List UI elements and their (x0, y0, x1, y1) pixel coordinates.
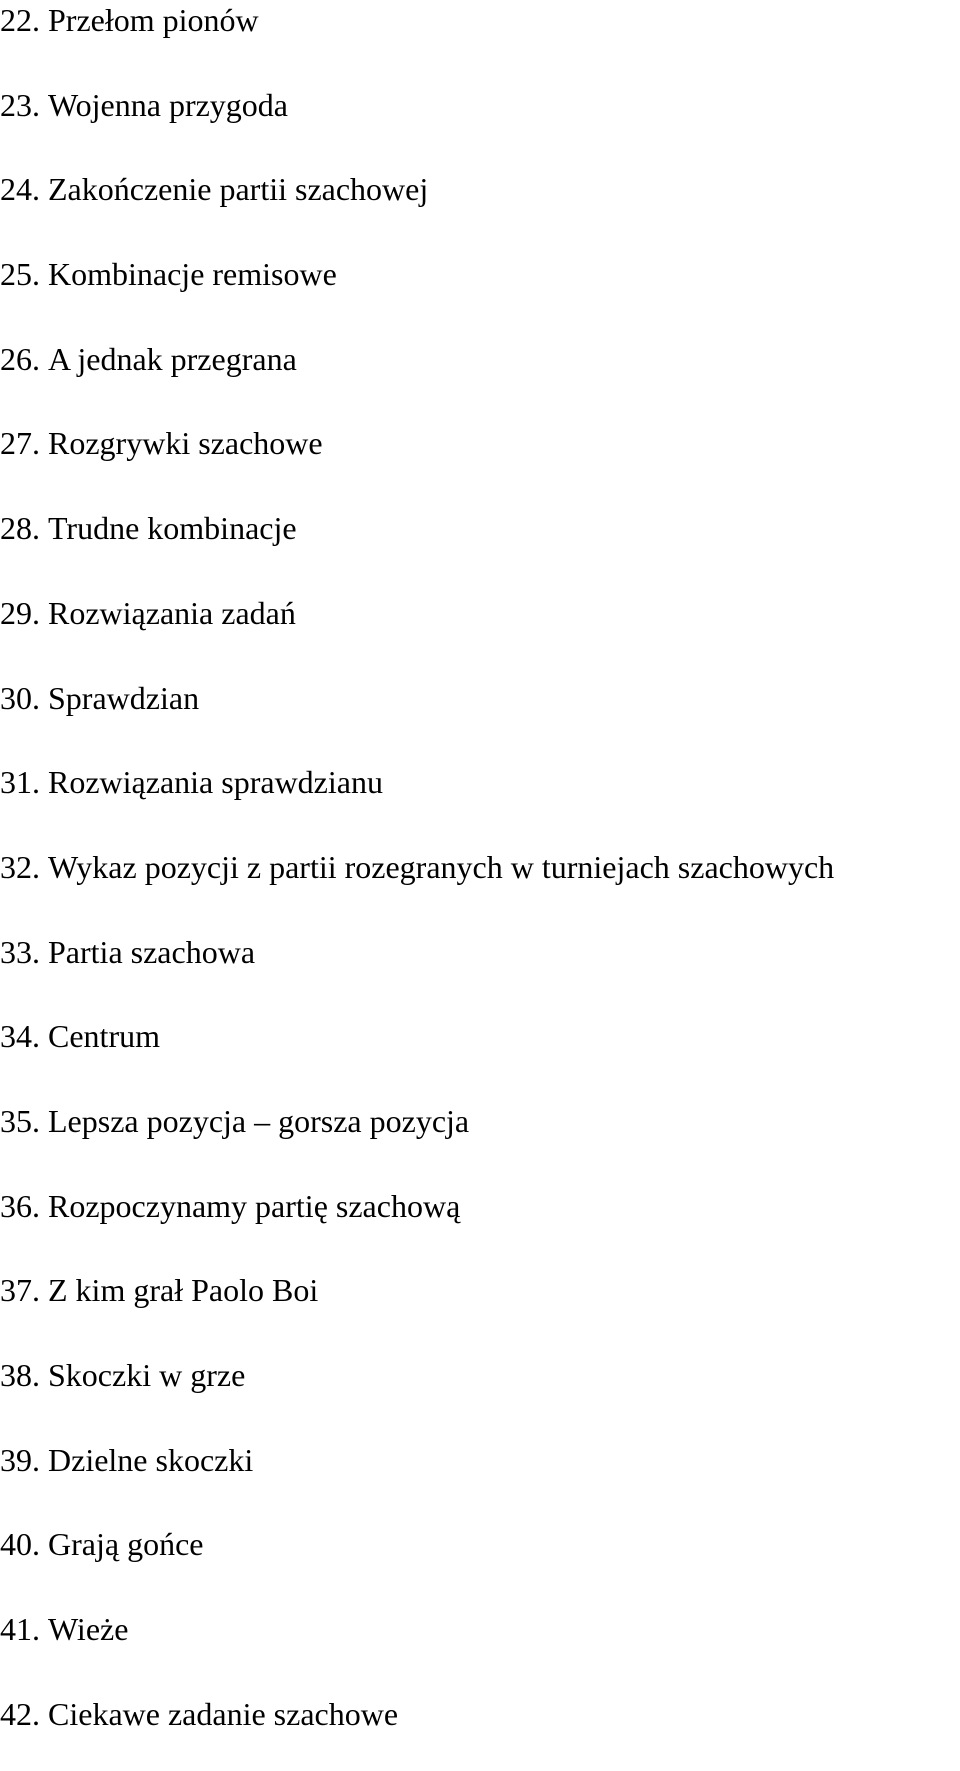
toc-item-number: 28. (0, 510, 40, 547)
toc-item-27 (0, 416, 960, 501)
toc-item-26 (0, 332, 960, 417)
toc-item-number: 33. (0, 933, 40, 970)
toc-item-number: 39. (0, 1441, 40, 1478)
toc-item-number: 40. (0, 1526, 40, 1563)
toc-item-number: 38. (0, 1357, 40, 1393)
toc-item-31 (0, 755, 960, 840)
toc-item-title: Rozwiązania zadań (48, 594, 296, 631)
toc-item-number: 23. (0, 86, 40, 123)
toc-item-number: 27. (0, 425, 40, 462)
toc-item-33 (0, 925, 960, 1010)
toc-item-number: 36. (0, 1187, 40, 1224)
toc-item-title: Wieże (48, 1611, 129, 1648)
toc-item-title: Rozwiązania sprawdzianu (48, 764, 383, 801)
toc-item-title: Ciekawe zadanie szachowe (48, 1695, 399, 1732)
toc-item-number: 29. (0, 594, 40, 631)
toc-item-title: Skoczki w grze (48, 1357, 246, 1393)
toc-item-23 (0, 78, 960, 163)
toc-item-title: Wojenna przygoda (48, 86, 288, 123)
toc-item-number: 41. (0, 1611, 40, 1648)
toc-item-30 (0, 671, 960, 756)
toc-item-number: 25. (0, 256, 40, 293)
toc-item-number: 34. (0, 1018, 40, 1055)
toc-item-title: Lepsza pozycja – gorsza pozycja (48, 1102, 470, 1139)
toc-item-24 (0, 162, 960, 247)
toc-item-title: Z kim grał Paolo Boi (48, 1272, 319, 1309)
toc-item-title: Dzielne skoczki (48, 1441, 254, 1478)
toc-item-39 (0, 1433, 960, 1518)
toc-item-32 (0, 840, 960, 925)
toc-item-number: 32. (0, 848, 40, 885)
toc-item-37 (0, 1263, 960, 1348)
toc-item-number: 30. (0, 679, 40, 716)
toc-item-40 (0, 1517, 960, 1602)
toc-item-number: 35. (0, 1102, 40, 1139)
toc-item-25 (0, 247, 960, 332)
toc-item-title: Zakończenie partii szachowej (48, 171, 429, 208)
toc-item-title: Kombinacje remisowe (48, 256, 337, 293)
toc-item-title: Przełom pionów (48, 2, 259, 38)
toc-item-34 (0, 1009, 960, 1094)
toc-item-number: 26. (0, 340, 40, 377)
toc-item-number: 37. (0, 1272, 40, 1309)
toc-item-number: 24. (0, 171, 40, 208)
toc-item-29 (0, 586, 960, 671)
toc-item-title: A jednak przegrana (48, 340, 297, 377)
toc-item-42 (0, 1687, 960, 1771)
toc-item-number: 22. (0, 2, 40, 38)
toc-item-title: Rozpoczynamy partię szachową (48, 1187, 461, 1224)
toc-item-38 (0, 1348, 960, 1433)
toc-item-title: Sprawdzian (48, 679, 200, 716)
toc-item-number: 42. (0, 1695, 40, 1732)
toc-item-41 (0, 1602, 960, 1687)
toc-item-22 (0, 0, 960, 78)
toc-item-title: Centrum (48, 1018, 160, 1055)
toc-item-36 (0, 1179, 960, 1264)
toc-item-number: 31. (0, 764, 40, 801)
toc-item-title: Trudne kombinacje (48, 510, 297, 547)
toc-item-title: Grają gońce (48, 1526, 204, 1563)
toc-item-35 (0, 1094, 960, 1179)
toc-item-title: Wykaz pozycji z partii rozegranych w turniejach szachowych (48, 848, 835, 885)
toc-item-28 (0, 501, 960, 586)
toc-item-title: Rozgrywki szachowe (48, 425, 323, 462)
toc-item-title: Partia szachowa (48, 933, 256, 970)
